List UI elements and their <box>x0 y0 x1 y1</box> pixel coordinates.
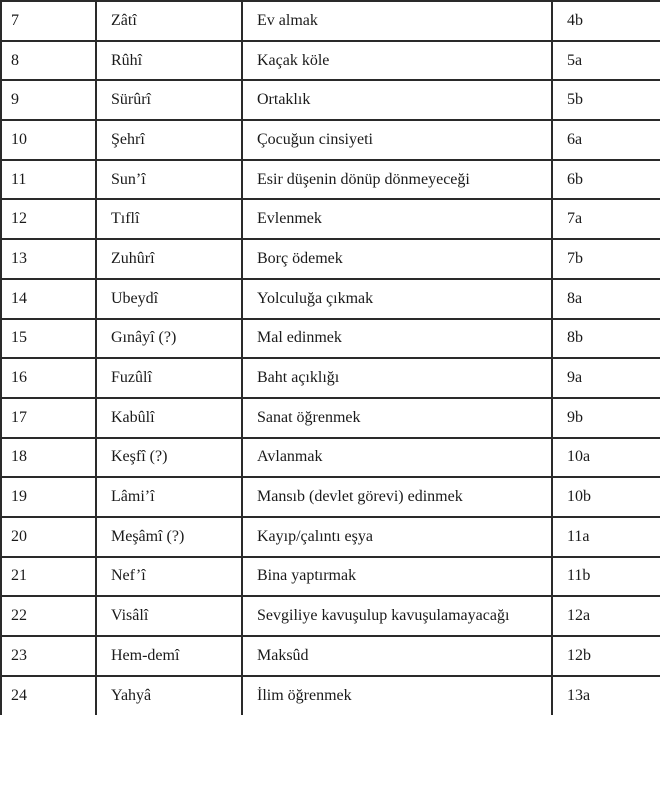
topic: Çocuğun cinsiyeti <box>242 120 552 160</box>
poet-name: Kabûlî <box>96 398 242 438</box>
folio: 10b <box>552 477 660 517</box>
poet-name: Şehrî <box>96 120 242 160</box>
poet-name: Tıflî <box>96 199 242 239</box>
table-row <box>1 398 660 438</box>
folio: 8b <box>552 319 660 359</box>
topic: Borç ödemek <box>242 239 552 279</box>
table-row <box>1 80 660 120</box>
folio: 11b <box>552 557 660 597</box>
table-row <box>1 517 660 557</box>
topic: Baht açıklığı <box>242 358 552 398</box>
topic: Bina yaptırmak <box>242 557 552 597</box>
folio: 12a <box>552 596 660 636</box>
poet-name: Sürûrî <box>96 80 242 120</box>
poet-name: Meşâmî (?) <box>96 517 242 557</box>
table-row <box>1 199 660 239</box>
row-number: 24 <box>1 676 96 716</box>
row-number: 12 <box>1 199 96 239</box>
table-row <box>1 239 660 279</box>
row-number: 9 <box>1 80 96 120</box>
row-number: 14 <box>1 279 96 319</box>
topic: Sevgiliye kavuşulup kavuşulamayacağı <box>242 596 552 636</box>
poet-name: Rûhî <box>96 41 242 81</box>
folio: 7a <box>552 199 660 239</box>
row-number: 8 <box>1 41 96 81</box>
row-number: 18 <box>1 438 96 478</box>
poet-name: Ubeydî <box>96 279 242 319</box>
poet-name: Yahyâ <box>96 676 242 716</box>
folio: 6a <box>552 120 660 160</box>
row-number: 23 <box>1 636 96 676</box>
table-row <box>1 477 660 517</box>
folio: 9a <box>552 358 660 398</box>
row-number: 10 <box>1 120 96 160</box>
row-number: 19 <box>1 477 96 517</box>
topic: Maksûd <box>242 636 552 676</box>
table-row <box>1 438 660 478</box>
folio: 5b <box>552 80 660 120</box>
topic: Yolculuğa çıkmak <box>242 279 552 319</box>
table-body <box>1 1 660 715</box>
table-row <box>1 636 660 676</box>
topic: Avlanmak <box>242 438 552 478</box>
topic: Sanat öğrenmek <box>242 398 552 438</box>
row-number: 22 <box>1 596 96 636</box>
table-row <box>1 557 660 597</box>
row-number: 13 <box>1 239 96 279</box>
topic: Kaçak köle <box>242 41 552 81</box>
poet-name: Zuhûrî <box>96 239 242 279</box>
folio: 7b <box>552 239 660 279</box>
topic: Evlenmek <box>242 199 552 239</box>
table-row <box>1 676 660 716</box>
table-row <box>1 279 660 319</box>
poet-name: Keşfî (?) <box>96 438 242 478</box>
folio: 5a <box>552 41 660 81</box>
table-row <box>1 160 660 200</box>
folio: 9b <box>552 398 660 438</box>
poet-name: Gınâyî (?) <box>96 319 242 359</box>
table-row <box>1 319 660 359</box>
row-number: 16 <box>1 358 96 398</box>
poet-name: Sun’î <box>96 160 242 200</box>
topic: Kayıp/çalıntı eşya <box>242 517 552 557</box>
folio: 4b <box>552 1 660 41</box>
table-row <box>1 596 660 636</box>
topic: Esir düşenin dönüp dönmeyeceği <box>242 160 552 200</box>
poet-name: Zâtî <box>96 1 242 41</box>
topic: Mansıb (devlet görevi) edinmek <box>242 477 552 517</box>
folio: 12b <box>552 636 660 676</box>
table-row <box>1 1 660 41</box>
folio: 13a <box>552 676 660 716</box>
topic: İlim öğrenmek <box>242 676 552 716</box>
row-number: 20 <box>1 517 96 557</box>
table-row <box>1 120 660 160</box>
topic: Mal edinmek <box>242 319 552 359</box>
folio: 11a <box>552 517 660 557</box>
folio: 10a <box>552 438 660 478</box>
folio: 6b <box>552 160 660 200</box>
topic: Ortaklık <box>242 80 552 120</box>
poet-name: Hem-demî <box>96 636 242 676</box>
row-number: 17 <box>1 398 96 438</box>
row-number: 15 <box>1 319 96 359</box>
row-number: 11 <box>1 160 96 200</box>
topic: Ev almak <box>242 1 552 41</box>
table-row <box>1 358 660 398</box>
folio: 8a <box>552 279 660 319</box>
poet-name: Fuzûlî <box>96 358 242 398</box>
poet-name: Lâmi’î <box>96 477 242 517</box>
poet-name: Nef’î <box>96 557 242 597</box>
row-number: 7 <box>1 1 96 41</box>
row-number: 21 <box>1 557 96 597</box>
poet-name: Visâlî <box>96 596 242 636</box>
table-row <box>1 41 660 81</box>
